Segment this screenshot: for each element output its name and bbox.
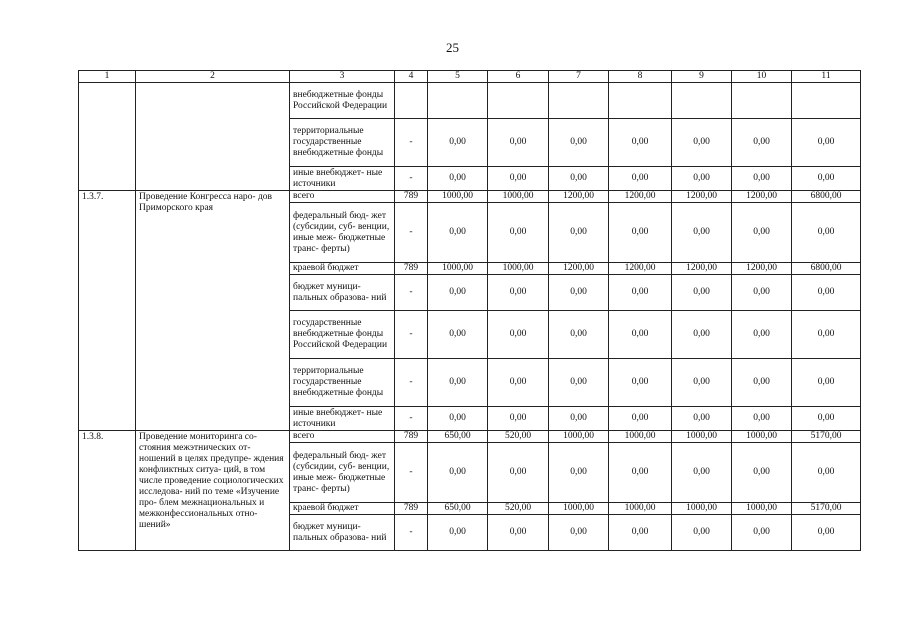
value-cell: 0,00 <box>549 407 609 431</box>
source-cell: всего <box>290 191 395 203</box>
value-cell: 1000,00 <box>732 431 792 443</box>
value-cell: 650,00 <box>428 431 488 443</box>
value-cell: 0,00 <box>609 359 672 407</box>
value-cell <box>732 83 792 119</box>
value-cell: 1000,00 <box>672 503 732 515</box>
code-cell: 789 <box>395 191 428 203</box>
value-cell: 0,00 <box>488 167 549 191</box>
budget-table <box>78 70 861 551</box>
code-cell: - <box>395 443 428 503</box>
value-cell: 0,00 <box>549 275 609 311</box>
source-cell: всего <box>290 431 395 443</box>
value-cell: 0,00 <box>488 443 549 503</box>
value-cell: 5170,00 <box>792 431 861 443</box>
header-cell: 2 <box>136 71 290 83</box>
source-cell: территориальные государственные внебюджетные фонды <box>290 119 395 167</box>
header-cell: 5 <box>428 71 488 83</box>
value-cell: 0,00 <box>672 311 732 359</box>
value-cell: 0,00 <box>732 275 792 311</box>
value-cell: 0,00 <box>792 311 861 359</box>
value-cell: 1000,00 <box>549 503 609 515</box>
value-cell: 0,00 <box>732 119 792 167</box>
value-cell: 0,00 <box>792 167 861 191</box>
header-cell: 7 <box>549 71 609 83</box>
value-cell: 0,00 <box>488 515 549 551</box>
value-cell: 0,00 <box>609 119 672 167</box>
code-cell: - <box>395 203 428 263</box>
value-cell: 1000,00 <box>672 431 732 443</box>
value-cell: 1200,00 <box>549 191 609 203</box>
code-cell: - <box>395 407 428 431</box>
value-cell: 0,00 <box>549 203 609 263</box>
value-cell: 0,00 <box>428 407 488 431</box>
header-cell: 11 <box>792 71 861 83</box>
source-cell: внебюджетные фонды Российской Федерации <box>290 83 395 119</box>
value-cell: 0,00 <box>672 167 732 191</box>
item-name-cell <box>136 83 290 191</box>
value-cell: 0,00 <box>549 119 609 167</box>
value-cell: 1000,00 <box>428 263 488 275</box>
value-cell: 0,00 <box>732 407 792 431</box>
value-cell: 0,00 <box>792 359 861 407</box>
code-cell: - <box>395 359 428 407</box>
value-cell: 0,00 <box>609 515 672 551</box>
value-cell: 0,00 <box>672 359 732 407</box>
value-cell: 0,00 <box>428 275 488 311</box>
value-cell: 0,00 <box>792 515 861 551</box>
page-number: 25 <box>446 40 459 55</box>
value-cell: 0,00 <box>792 275 861 311</box>
value-cell: 0,00 <box>488 407 549 431</box>
code-cell: 789 <box>395 263 428 275</box>
item-number-cell <box>79 83 136 191</box>
value-cell: 0,00 <box>428 359 488 407</box>
source-cell: иные внебюджет- ные источники <box>290 407 395 431</box>
value-cell: 0,00 <box>488 359 549 407</box>
value-cell <box>609 83 672 119</box>
item-number-cell: 1.3.7. <box>79 191 136 431</box>
source-cell: федеральный бюд- жет (субсидии, суб- венции, иные меж- бюджетные транс- ферты) <box>290 203 395 263</box>
value-cell: 0,00 <box>549 311 609 359</box>
table-row <box>79 191 861 203</box>
value-cell: 0,00 <box>609 275 672 311</box>
value-cell: 0,00 <box>488 275 549 311</box>
value-cell: 520,00 <box>488 503 549 515</box>
item-name-cell: Проведение Конгресса наро- дов Приморского края <box>136 191 290 431</box>
value-cell: 1000,00 <box>609 503 672 515</box>
header-cell: 9 <box>672 71 732 83</box>
value-cell: 1000,00 <box>428 191 488 203</box>
value-cell: 0,00 <box>672 203 732 263</box>
value-cell: 0,00 <box>609 203 672 263</box>
value-cell: 0,00 <box>428 119 488 167</box>
value-cell <box>792 83 861 119</box>
code-cell: - <box>395 311 428 359</box>
value-cell: 0,00 <box>428 203 488 263</box>
value-cell <box>428 83 488 119</box>
value-cell: 0,00 <box>672 119 732 167</box>
value-cell: 0,00 <box>428 311 488 359</box>
value-cell: 0,00 <box>488 203 549 263</box>
value-cell: 0,00 <box>428 167 488 191</box>
table-row <box>79 431 861 443</box>
value-cell: 0,00 <box>732 203 792 263</box>
code-cell <box>395 83 428 119</box>
value-cell: 1200,00 <box>609 191 672 203</box>
source-cell: бюджет муници- пальных образова- ний <box>290 515 395 551</box>
code-cell: 789 <box>395 503 428 515</box>
value-cell: 6800,00 <box>792 263 861 275</box>
value-cell: 1200,00 <box>672 263 732 275</box>
code-cell: 789 <box>395 431 428 443</box>
code-cell: - <box>395 167 428 191</box>
value-cell: 0,00 <box>732 359 792 407</box>
source-cell: государственные внебюджетные фонды Российской Федерации <box>290 311 395 359</box>
value-cell: 0,00 <box>732 515 792 551</box>
value-cell <box>672 83 732 119</box>
value-cell: 0,00 <box>672 515 732 551</box>
value-cell: 0,00 <box>792 119 861 167</box>
value-cell: 1000,00 <box>732 503 792 515</box>
value-cell: 5170,00 <box>792 503 861 515</box>
source-cell: краевой бюджет <box>290 263 395 275</box>
value-cell: 0,00 <box>549 515 609 551</box>
value-cell: 1200,00 <box>549 263 609 275</box>
code-cell: - <box>395 275 428 311</box>
source-cell: бюджет муници- пальных образова- ний <box>290 275 395 311</box>
header-cell: 4 <box>395 71 428 83</box>
value-cell <box>549 83 609 119</box>
header-cell: 3 <box>290 71 395 83</box>
source-cell: федеральный бюд- жет (субсидии, суб- венции, иные меж- бюджетные транс- ферты) <box>290 443 395 503</box>
source-cell: краевой бюджет <box>290 503 395 515</box>
code-cell: - <box>395 515 428 551</box>
budget-table-body <box>79 71 861 551</box>
value-cell: 0,00 <box>609 311 672 359</box>
value-cell: 0,00 <box>549 167 609 191</box>
value-cell: 0,00 <box>549 359 609 407</box>
value-cell: 0,00 <box>672 275 732 311</box>
value-cell: 0,00 <box>732 443 792 503</box>
value-cell: 1000,00 <box>609 431 672 443</box>
value-cell: 1000,00 <box>488 191 549 203</box>
value-cell: 1000,00 <box>488 263 549 275</box>
value-cell: 0,00 <box>732 167 792 191</box>
value-cell: 1200,00 <box>732 263 792 275</box>
value-cell: 0,00 <box>792 407 861 431</box>
value-cell: 0,00 <box>549 443 609 503</box>
value-cell: 1200,00 <box>672 191 732 203</box>
value-cell: 1000,00 <box>549 431 609 443</box>
header-cell: 10 <box>732 71 792 83</box>
value-cell: 0,00 <box>488 311 549 359</box>
code-cell: - <box>395 119 428 167</box>
table-row <box>79 83 861 119</box>
value-cell: 0,00 <box>792 443 861 503</box>
value-cell: 520,00 <box>488 431 549 443</box>
value-cell: 0,00 <box>428 515 488 551</box>
value-cell: 6800,00 <box>792 191 861 203</box>
value-cell: 0,00 <box>609 167 672 191</box>
header-row <box>79 71 861 83</box>
value-cell: 0,00 <box>609 443 672 503</box>
value-cell: 0,00 <box>672 407 732 431</box>
value-cell <box>488 83 549 119</box>
value-cell: 650,00 <box>428 503 488 515</box>
header-cell: 8 <box>609 71 672 83</box>
header-cell: 1 <box>79 71 136 83</box>
value-cell: 0,00 <box>609 407 672 431</box>
source-cell: территориальные государственные внебюджетные фонды <box>290 359 395 407</box>
value-cell: 0,00 <box>488 119 549 167</box>
header-cell: 6 <box>488 71 549 83</box>
source-cell: иные внебюджет- ные источники <box>290 167 395 191</box>
value-cell: 0,00 <box>792 203 861 263</box>
value-cell: 0,00 <box>672 443 732 503</box>
value-cell: 0,00 <box>732 311 792 359</box>
item-number-cell: 1.3.8. <box>79 431 136 551</box>
item-name-cell: Проведение мониторинга со- стояния межэтнических от- ношений в целях предупре- ждения конфликтных ситуа- ций, в том числе проведение социологических исследова- ний по теме «Изучение про- блем межнациональных и межконфессиональных отно- шений» <box>136 431 290 551</box>
value-cell: 0,00 <box>428 443 488 503</box>
value-cell: 1200,00 <box>609 263 672 275</box>
value-cell: 1200,00 <box>732 191 792 203</box>
